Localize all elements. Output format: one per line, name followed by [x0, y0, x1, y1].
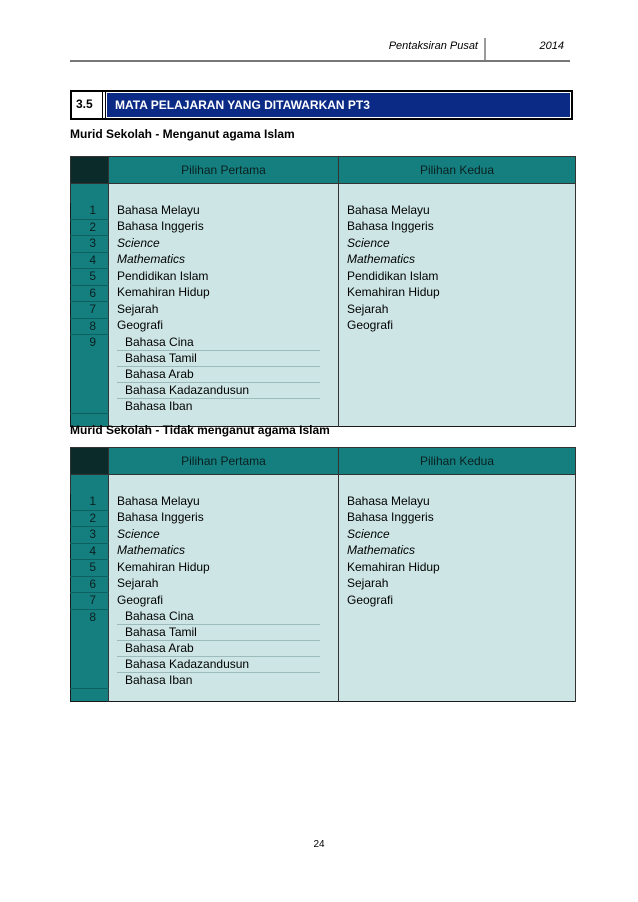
table-bottom-row — [71, 688, 576, 701]
group2-heading: Murid Sekolah - Tidak menganut agama Islam — [70, 423, 330, 437]
header-second-choice: Pilihan Kedua — [339, 157, 576, 184]
table-body — [71, 157, 576, 427]
table-body — [71, 448, 576, 702]
page-header — [70, 38, 570, 62]
section-heading — [70, 90, 573, 120]
subjects-table-islam — [70, 156, 576, 427]
second-choice-subject: Bahasa Inggeris — [339, 219, 576, 236]
second-choice-empty — [339, 609, 576, 688]
table-row — [71, 236, 576, 253]
row-number: 4 — [71, 252, 109, 269]
first-choice-subject: Mathematics — [109, 543, 339, 560]
first-choice-subject: Pendidikan Islam — [109, 269, 339, 286]
bottom-first-cell — [109, 688, 339, 701]
first-choice-subject: Geografi — [109, 593, 339, 610]
table-row — [71, 252, 576, 269]
language-option: Bahasa Iban — [125, 673, 193, 687]
first-choice-subject: Bahasa Melayu — [109, 203, 339, 219]
spacer-number-cell — [71, 184, 109, 204]
row-number: 8 — [71, 609, 109, 688]
group1-heading: Murid Sekolah - Menganut agama Islam — [70, 127, 295, 141]
language-option: Bahasa Iban — [125, 398, 193, 413]
spacer-second-cell — [339, 184, 576, 204]
header-separator — [484, 38, 486, 60]
table-row — [71, 318, 576, 335]
header-first-choice: Pilihan Pertama — [109, 157, 339, 184]
spacer-first-cell — [109, 184, 339, 204]
section-number: 3.5 — [72, 92, 106, 118]
row-number: 6 — [71, 576, 109, 593]
second-choice-subject: Geografi — [339, 593, 576, 610]
row-number: 5 — [71, 269, 109, 286]
table-row — [71, 203, 576, 219]
second-choice-empty — [339, 335, 576, 414]
second-choice-subject: Geografi — [339, 318, 576, 335]
spacer-number-cell — [71, 475, 109, 495]
language-option: Bahasa Cina — [117, 335, 320, 351]
row-number: 2 — [71, 510, 109, 527]
page-number: 24 — [313, 839, 325, 850]
first-choice-subject: Sejarah — [109, 576, 339, 593]
second-choice-subject: Kemahiran Hidup — [339, 560, 576, 577]
subjects-table-non-islam — [70, 447, 576, 702]
first-choice-subject: Bahasa Inggeris — [109, 510, 339, 527]
row-number: 3 — [71, 236, 109, 253]
bottom-second-cell — [339, 414, 576, 427]
section-title: MATA PELAJARAN YANG DITAWARKAN PT3 — [107, 93, 570, 117]
first-choice-subject: Kemahiran Hidup — [109, 560, 339, 577]
row-number: 9 — [71, 335, 109, 414]
language-option: Bahasa Tamil — [117, 351, 320, 367]
first-choice-subject: Sejarah — [109, 302, 339, 319]
first-choice-subject: Geografi — [109, 318, 339, 335]
first-choice-subject: Bahasa Inggeris — [109, 219, 339, 236]
header-number-cell — [71, 448, 109, 475]
language-option: Bahasa Kadazandusun — [117, 657, 320, 673]
first-choice-subject: Kemahiran Hidup — [109, 285, 339, 302]
second-choice-subject: Mathematics — [339, 252, 576, 269]
table-row — [71, 510, 576, 527]
second-choice-subject: Mathematics — [339, 543, 576, 560]
language-options — [109, 335, 339, 414]
row-number: 1 — [71, 203, 109, 219]
header-year: 2014 — [539, 40, 564, 52]
spacer-row — [71, 475, 576, 495]
spacer-row — [71, 184, 576, 204]
table-row — [71, 285, 576, 302]
row-number: 8 — [71, 318, 109, 335]
language-options — [109, 609, 339, 688]
bottom-second-cell — [339, 688, 576, 701]
row-number: 3 — [71, 527, 109, 544]
bottom-number-cell — [71, 688, 109, 701]
language-option: Bahasa Arab — [117, 367, 320, 383]
header-title: Pentaksiran Pusat — [388, 40, 478, 52]
second-choice-subject: Sejarah — [339, 302, 576, 319]
table-header-row — [71, 448, 576, 475]
header-rule — [70, 60, 570, 62]
second-choice-subject: Bahasa Inggeris — [339, 510, 576, 527]
table-row — [71, 527, 576, 544]
first-choice-subject: Science — [109, 236, 339, 253]
second-choice-subject: Science — [339, 527, 576, 544]
header-second-choice: Pilihan Kedua — [339, 448, 576, 475]
language-row — [71, 335, 576, 414]
table-row — [71, 576, 576, 593]
row-number: 5 — [71, 560, 109, 577]
row-number: 7 — [71, 593, 109, 610]
table-row — [71, 560, 576, 577]
first-choice-subject: Mathematics — [109, 252, 339, 269]
row-number: 2 — [71, 219, 109, 236]
table-row — [71, 494, 576, 510]
table-row — [71, 219, 576, 236]
table-row — [71, 302, 576, 319]
table-row — [71, 269, 576, 286]
second-choice-subject: Kemahiran Hidup — [339, 285, 576, 302]
language-option: Bahasa Cina — [117, 609, 320, 625]
first-choice-subject: Bahasa Melayu — [109, 494, 339, 510]
table-header-row — [71, 157, 576, 184]
second-choice-subject: Bahasa Melayu — [339, 494, 576, 510]
first-choice-subject: Science — [109, 527, 339, 544]
second-choice-subject: Sejarah — [339, 576, 576, 593]
language-option: Bahasa Arab — [117, 641, 320, 657]
table-row — [71, 593, 576, 610]
language-option: Bahasa Kadazandusun — [117, 383, 320, 399]
second-choice-subject: Science — [339, 236, 576, 253]
second-choice-subject: Bahasa Melayu — [339, 203, 576, 219]
table-row — [71, 543, 576, 560]
second-choice-subject: Pendidikan Islam — [339, 269, 576, 286]
header-first-choice: Pilihan Pertama — [109, 448, 339, 475]
spacer-first-cell — [109, 475, 339, 495]
row-number: 4 — [71, 543, 109, 560]
language-option: Bahasa Tamil — [117, 625, 320, 641]
spacer-second-cell — [339, 475, 576, 495]
row-number: 1 — [71, 494, 109, 510]
row-number: 6 — [71, 285, 109, 302]
language-row — [71, 609, 576, 688]
row-number: 7 — [71, 302, 109, 319]
header-number-cell — [71, 157, 109, 184]
